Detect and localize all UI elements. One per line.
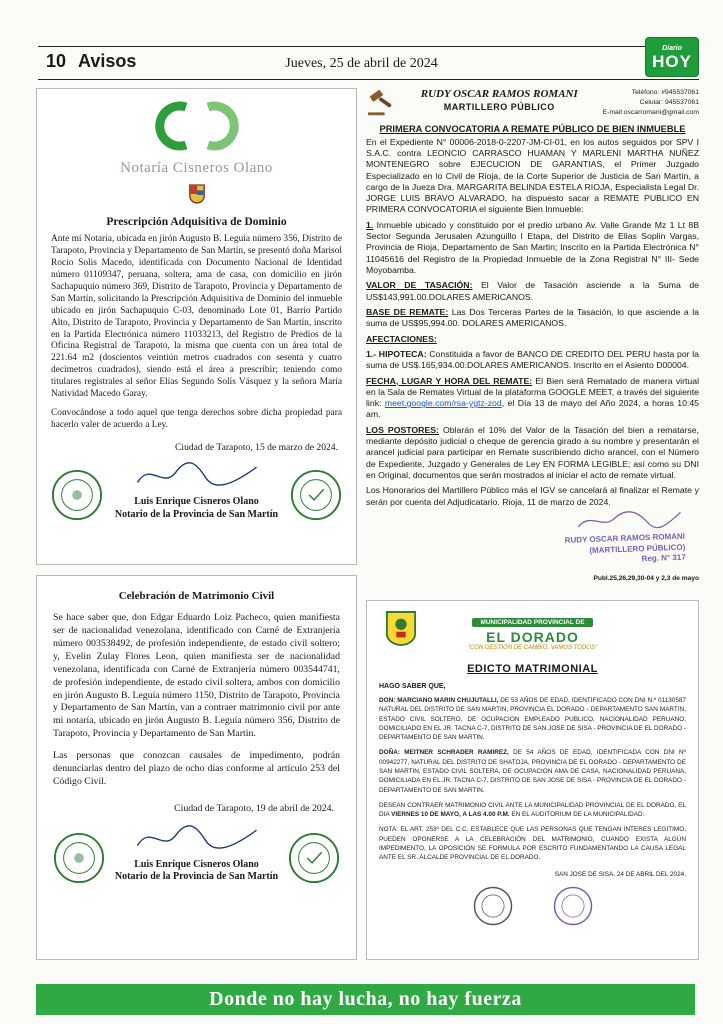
- marriage-stamp-right-icon: [288, 832, 340, 884]
- auction-afectaciones: [366, 334, 699, 345]
- valor-label: VALOR DE TASACIÓN:: [366, 280, 473, 291]
- meet-link[interactable]: meet.google.com/rsa-ygtz-zod: [384, 398, 502, 409]
- logo-diario-label: Diario: [662, 44, 682, 52]
- logo-hoy-label: HOY: [652, 51, 692, 71]
- header-rule-bottom: [38, 79, 699, 80]
- notary-signature-icon: [127, 457, 267, 491]
- postores-label: LOS POSTORES:: [366, 424, 439, 435]
- auction-postores: [366, 425, 699, 482]
- municipality-name-line2: EL DORADO: [486, 629, 579, 645]
- edicto-nota: NOTA: EL ART. 253º DEL C.C. ESTABLECE QUE LAS PERSONAS QUE TENGAN INTERES LEGITIMO, PUEDEN OPONERSE A LA CELEBRACIÓN DEL MATRIMONIO, CUANDO EXISTA ALGÚN IMPEDIMENTO, LA OPOSICION SE FORMULA POR ESCRITO FUNDAMENTANDO LA CAUSA LEGAL ANTE EL SR. ALCALDE PROVINCIAL DE EL DORADO.: [379, 826, 686, 862]
- notary-paragraph-1: Ante mí Notaría, ubicada en jirón Augusto B. Leguía número 356, Distrito de Tarapoto, Provincia y Departamento de San Martín, se presentó doña Marisol Rocio Solis Macedo, identificada con Documento Nacional de Identidad número 01109347, peruana, soltera, ama de casa, con domicilio en jirón Sachapuquio número 369, Distrito de Tarapoto, Provincia y Departamento de San Martín, solicitando la Prescripción Adquisitiva de Dominio del inmueble ubicado en jirón Sachapuquio C-03, denominado Lote 01, Barrio Partido Alto, Distrito de Tarapoto, Provincia y Departamento de San Martín, inscrito en la Partida Electrónica número 11033213, del Registro de Predios de la Oficina Registral de Tarapoto, la misma que cuenta con un área total de 221.64 m2 (doscientos veintiún metros cuadrados con sesenta y cuatro decímetros cuadrados), siendo está el área a prescribir; teniendo como titulares registrales al señor Elías Segundo Solís Vásquez y la señora María Natividad Macedo Garay.: [51, 234, 342, 400]
- auction-item-number: 1.: [366, 219, 374, 230]
- newspaper-logo: [646, 38, 698, 76]
- auctioneer-stamp: [365, 506, 700, 574]
- base-text: Las Dos Terceras Partes de la Tasación, lo que asciende a la suma de US$95,994.00. DOLARES AMERICANOS.: [366, 306, 699, 329]
- page-number: 10: [46, 51, 67, 71]
- notary-stamp-left-icon: [51, 469, 103, 521]
- notary-notice-title: Prescripción Adquisitiva de Dominio: [106, 216, 287, 228]
- don-text: DE 53 AÑOS DE EDAD, IDENTIFICADO CON DNI N.º 01130587 NATURAL DEL DISTRITO DE SAN MARTIN, PROVINCIA EL DORADO - DEPARTAMENTO SAN MARTIN, ESTADO CIVIL SOLTERO, DE OCUPACION EMPLEADO PUBLICO, NACIONALIDAD PERUANO, DOMICILIADO EN EL JR. TACNA C-7, DISTRITO DE SAN JOSE DE SISA - PROVINCIA DE EL DORADO - DEPARTAMENTO DE SAN MARTIN.: [379, 697, 686, 742]
- stamp-role: (MARTILLERO PÚBLICO): [589, 542, 686, 555]
- auction-notice: [366, 88, 699, 582]
- fecha-label: FECHA, LUGAR Y HORA DEL REMATE:: [366, 375, 533, 386]
- notary-paragraph-2: Convocándose a todo aquel que tenga derechos sobre dicha propiedad para hacerlo valer de acuerdo a Ley.: [51, 408, 342, 431]
- dona-name: MEITNER SCHRADER RAMIREZ,: [399, 749, 509, 757]
- auctioneer-name: RUDY OSCAR RAMOS ROMANI: [420, 88, 578, 100]
- marriage-signer-title: Notario de la Provincia de San Martín: [114, 871, 279, 883]
- edicto-notice: [366, 600, 699, 960]
- dona-label: DOÑA:: [379, 749, 400, 757]
- auction-honorarios: Los Honorarios del Martillero Público más el IGV se cancelará al finalizar el Remate y serán por cuenta del Adjudicatario. Rioja, 11 de marzo de 2024.: [366, 485, 699, 507]
- desean-text2: EN EL AUDITORIUM DE LA MUNICIPALIDAD.: [509, 811, 645, 819]
- marriage-notice: [36, 575, 357, 960]
- auction-intro: En el Expediente N° 00006-2018-0-2207-JM-CI-01, en los autos seguidos por SPV I S.A.C. contra LEONCIO CARRASCO HUAMAN Y MARLENI MARTHA NUÑEZ MONTENEGRO sobre EJECUCION DE GARANTIAS, el Primer Juzgado Especializado en lo Civil de Rioja, de la Corte Superior de Justicia de San Martín, a cargo de la Jueza Dra. MARGARITA BELINDA ESTELA RIOJA, Especialista Legal Dr. JORGE LUIS BRAVO ALVARADO, ha dispuesto sacar a REMATE PUBLICO EN PRIMERA CONVOCATORIA el siguiente Bien Inmueble:: [366, 136, 699, 215]
- notary-signer-name: Luis Enrique Cisneros Olano: [134, 496, 259, 507]
- municipality-tagline: "CON GESTIÓN DE CAMBIO, VAMOS TODOS": [467, 645, 598, 651]
- fecha-text2: , el Día 13 de mayo del Año 2024, a horas 10:45 am.: [366, 398, 699, 420]
- edicto-stamp-center-icon: [473, 886, 513, 926]
- notary-logo-icon: [154, 99, 240, 153]
- edicto-dateline: SAN JOSE DE SISA, 24 DE ABRIL DEL 2024.: [554, 870, 686, 878]
- afectaciones-label: AFECTACIONES:: [366, 333, 437, 344]
- notary-notice: [36, 88, 357, 565]
- auction-base: [366, 307, 699, 330]
- footer-slogan: Donde no hay lucha, no hay fuerza: [209, 988, 522, 1010]
- marriage-paragraph-1: Se hace saber que, don Edgar Eduardo Loiz Pacheco, quien manifiesta ser de nacionalidad venezolana, identificado con Carné de Extranjería número 003538492, de profesión independiente, de estado civil soltero; y, Evelin Zulay Flores Leon, quien manifiesta ser de nacionalidad venezolana, identificada con Carné de Extranjería número 003544741, de profesión independiente, de estado civil soltera, ambos con domicilio en jirón Augusto B. Leguía número 1150, Distrito de Tarapoto, Provincia y Departamento de San Martín, van a contraer matrimonio civil por ante mi notaría, ubicado en jirón Augusto B. Leguía número 356, Distrito de Tarapoto, Provincia y Departamento de San Martín.: [53, 612, 340, 740]
- marriage-paragraph-2: Las personas que conozcan causales de impedimento, podrán denunciarlas dentro del plazo de ocho días conforme al artículo 253 del Código Civil.: [53, 750, 340, 788]
- auction-fecha: [366, 376, 699, 421]
- edicto-intro: HAGO SABER QUE,: [379, 683, 446, 690]
- edicto-stamp-right-icon: [553, 886, 593, 926]
- auction-item: [366, 220, 699, 277]
- edicto-dona-paragraph: [379, 748, 686, 794]
- auction-hipoteca: [366, 349, 699, 372]
- auction-item-text: Inmueble ubicado y constituido por el predio urbano Av. Valle Grande Mz 1 Lt 8B Sector Segunda Jerusalen Azunguillo I Etapa, del Distrito de Elias Soplin Vargas, Provincia de Rioja, Departamento de San Martin; Inscrito en la Partida Electrónica N° 11045616 del Registro de la Propiedad Inmueble de la Zona Registral N° III- Sede Moyobamba.: [366, 219, 699, 275]
- desean-date: VIERNES 10 DE MAYO, A LAS 4.00 P.M.: [391, 811, 510, 819]
- page-date: Jueves, 25 de abril de 2024: [285, 56, 438, 71]
- gavel-icon: [366, 88, 396, 118]
- auctioneer-email: E-mail:oscarromani@gmail.com: [602, 109, 699, 117]
- edicto-title: EDICTO MATRIMONIAL: [467, 663, 598, 675]
- stamp-reg: Reg. N° 317: [641, 552, 686, 564]
- marriage-title: Celebración de Matrimonio Civil: [118, 590, 275, 602]
- dona-text: DE 54 AÑOS DE EDAD, IDENTIFICADA CON DNI Nº 00942277, NATURAL DEL DISTRITO DE SHATOJA, PROVINCIA DE EL DORADO - DEPARTAMENTO DE SAN MARTIN, ESTADO CIVIL SOLTERA, DE OCUPACION AMA DE CASA, NACIONALIDAD PERUANA, DOMICILIADA EN EL JR. TACNA C-7, DISTRITO DE SAN JOSE DE SISA - PROVINCIA DE EL DORADO - DEPARTAMENTO DE SAN MARTIN.: [379, 749, 686, 794]
- header-rule-top: [38, 46, 699, 47]
- auctioneer-phone: Teléfono: #945537061: [631, 89, 699, 96]
- fecha-text1: El Bien será Rematado de manera virtual en la Sala de Remates Virtual de la plataforma GOOGLE MEET, a través del siguiente link:: [366, 375, 699, 409]
- valor-text: El Valor de Tasación asciende a la Suma de US$143,991.00.DOLARES AMERICANOS.: [366, 280, 699, 302]
- marriage-stamp-left-icon: [53, 832, 105, 884]
- don-name: MARCIANO MARIN CHUJUTALLI,: [395, 697, 499, 704]
- auction-valor: [366, 280, 699, 303]
- stamp-name: RUDY OSCAR RAMOS ROMANI: [564, 532, 686, 546]
- hipoteca-label: 1.- HIPOTECA:: [366, 348, 427, 359]
- notary-stamp-right-icon: [290, 469, 342, 521]
- notary-crest-icon: [188, 183, 206, 205]
- edicto-desean-paragraph: [379, 801, 686, 820]
- desean-text1: DESEAN CONTRAER MATRIMONIO CIVIL ANTE LA MUNICIPALIDAD PROVINCIAL DE EL DORADO, EL DIA: [379, 801, 686, 819]
- don-label: DON:: [379, 697, 396, 704]
- marriage-dateline: Ciudad de Tarapoto, 19 de abril de 2024.: [174, 802, 334, 814]
- auctioneer-signature-icon: [574, 507, 685, 533]
- edicto-don-paragraph: [379, 696, 686, 742]
- postores-text: Oblarán el 10% del Valor de la Tasación del bien a rematarse, mediante depósito judicial o cheque de gerencia girado a su nombre y presentarán el arancel judicial para participar en Remate suscribiendo dicho arancel, con el Número de Expediente, Juzgado y Generales de Ley EN FORMA LEGIBLE; así como su DNI en Original, documentos que serán mostrados al iniciar el acto de remate virtual.: [366, 424, 699, 480]
- base-label: BASE DE REMATE:: [366, 306, 449, 317]
- marriage-signature-icon: [127, 820, 267, 854]
- auctioneer-role: MARTILLERO PÚBLICO: [443, 102, 555, 112]
- municipality-logo-icon: [385, 609, 417, 647]
- municipality-name-line1: MUNICIPALIDAD PROVINCIAL DE: [472, 618, 592, 627]
- auctioneer-cell: Celular: 945537061: [639, 99, 699, 107]
- hipoteca-text: Constituida a favor de BANCO DE CREDITO DEL PERU hasta por la suma de US$.165,934.00.DOLARES AMERICANOS. Inscrito en el Asiento D00004.: [366, 348, 699, 371]
- notary-dateline: Ciudad de Tarapoto, 15 de marzo de 2024.: [175, 442, 338, 453]
- footer-banner: [36, 984, 695, 1015]
- publication-dates: Publ.25,26,29,30-04 y 2,3 de mayo: [593, 574, 699, 582]
- auction-title: PRIMERA CONVOCATORIA A REMATE PÚBLICO DE BIEN INMUEBLE: [379, 123, 686, 134]
- section-title: Avisos: [78, 51, 137, 71]
- marriage-signer-name: Luis Enrique Cisneros Olano: [134, 858, 259, 870]
- notary-brand: Notaría Cisneros Olano: [120, 160, 273, 176]
- notary-signer-title: Notario de la Provincia de San Martín: [114, 508, 279, 520]
